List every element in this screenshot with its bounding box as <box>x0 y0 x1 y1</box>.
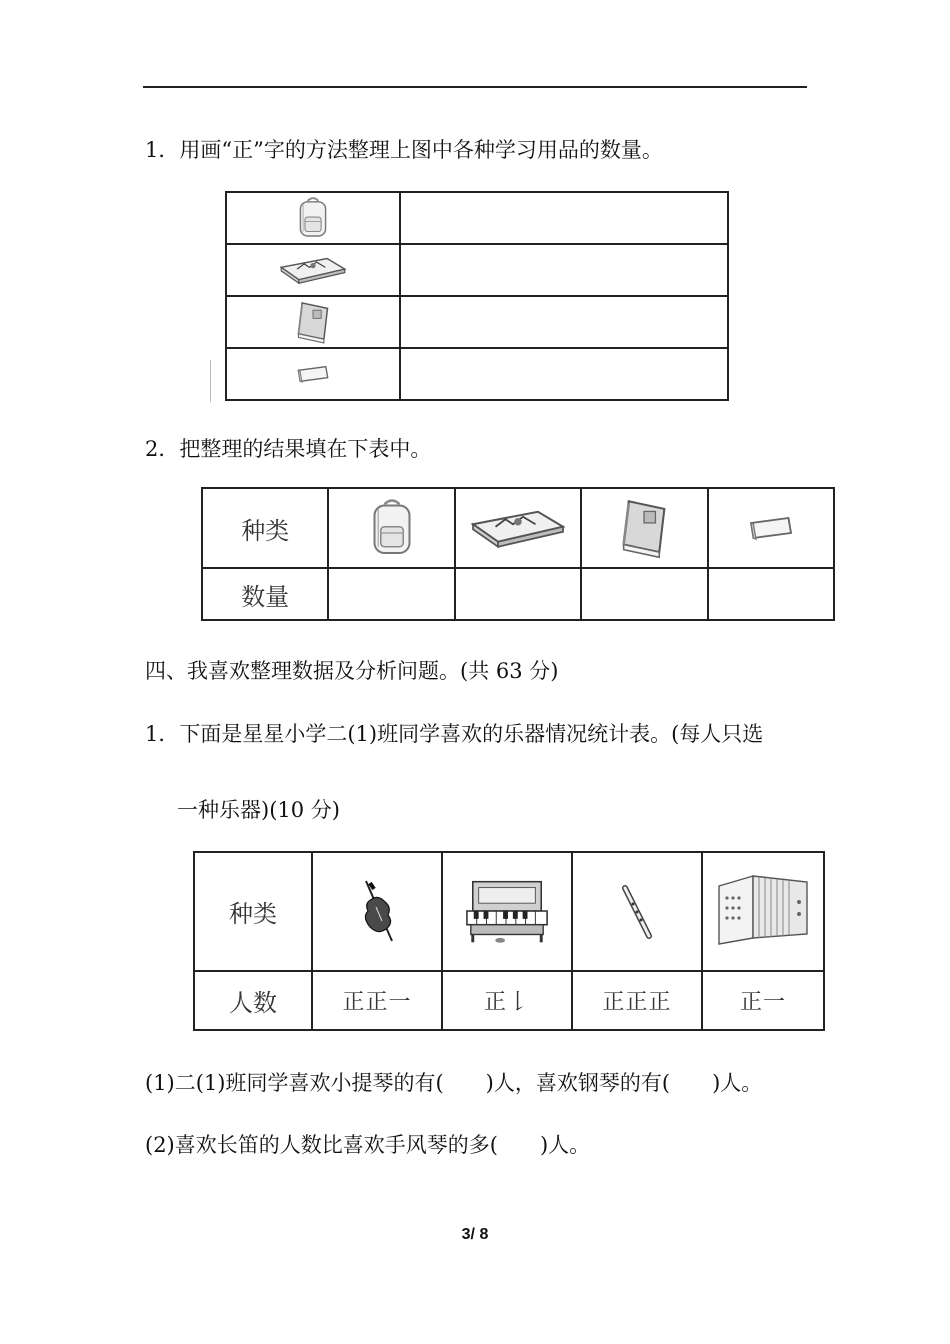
tally-row-pencil-case <box>226 244 728 296</box>
tally-cell-icon <box>226 296 400 348</box>
quantity-answer-cell[interactable] <box>708 568 834 620</box>
kind-cell <box>581 488 707 568</box>
count-table-kind-row <box>202 488 834 568</box>
flute-icon <box>617 882 657 942</box>
tally-answer-cell[interactable] <box>400 244 728 296</box>
tally-row-book <box>226 296 728 348</box>
instrument-table <box>193 851 825 1031</box>
instrument-people-row <box>194 971 824 1030</box>
violin-icon <box>352 877 402 947</box>
section-4-question-1-line1: 1．下面是星星小学二(1)班同学喜欢的乐器情况统计表。(每人只选 <box>145 722 764 746</box>
book-icon <box>616 496 672 560</box>
instrument-cell <box>312 852 442 971</box>
book-icon <box>293 299 333 345</box>
tally-cell-icon <box>226 244 400 296</box>
instrument-kind-label: 种类 <box>194 852 312 971</box>
tally-cell-icon <box>226 192 400 244</box>
pencil-case-icon <box>468 506 568 550</box>
top-rule <box>143 86 807 88</box>
page-number: 3/ 8 <box>461 1226 489 1243</box>
count-table-quantity-row <box>202 568 834 620</box>
kind-cell <box>328 488 454 568</box>
quantity-answer-cell[interactable] <box>455 568 581 620</box>
count-table <box>201 487 835 621</box>
tally-table <box>225 191 729 401</box>
sub-question-1: (1)二(1)班同学喜欢小提琴的有( )人，喜欢钢琴的有( )人。 <box>145 1071 763 1095</box>
tally-row-backpack <box>226 192 728 244</box>
tally-violin: 正正一 <box>312 971 442 1030</box>
backpack-icon <box>295 194 331 242</box>
instrument-people-label: 人数 <box>194 971 312 1030</box>
section-4-question-1-line2: 一种乐器)(10 分) <box>177 798 340 822</box>
tally-cell-icon <box>226 348 400 400</box>
kind-cell <box>455 488 581 568</box>
tally-flute: 正正正 <box>572 971 702 1030</box>
tally-row-eraser <box>226 348 728 400</box>
tally-answer-cell[interactable] <box>400 348 728 400</box>
quantity-answer-cell[interactable] <box>328 568 454 620</box>
backpack-icon <box>367 496 417 560</box>
instrument-cell <box>702 852 824 971</box>
instrument-kind-row <box>194 852 824 971</box>
eraser-icon <box>294 363 332 385</box>
eraser-icon <box>746 513 796 543</box>
tally-piano: 正𠄌 <box>442 971 572 1030</box>
instrument-cell <box>572 852 702 971</box>
quantity-answer-cell[interactable] <box>581 568 707 620</box>
tally-accordion: 正一 <box>702 971 824 1030</box>
pencil-case-icon <box>277 255 349 285</box>
accordion-icon <box>713 872 813 952</box>
section-4-title: 四、我喜欢整理数据及分析问题。(共 63 分) <box>145 659 559 683</box>
scan-mark <box>210 360 211 402</box>
quantity-label: 数量 <box>202 568 328 620</box>
question-1-text: 1．用画“正”字的方法整理上图中各种学习用品的数量。 <box>145 138 663 162</box>
tally-answer-cell[interactable] <box>400 296 728 348</box>
kind-label: 种类 <box>202 488 328 568</box>
instrument-cell <box>442 852 572 971</box>
tally-answer-cell[interactable] <box>400 192 728 244</box>
piano-icon <box>463 877 551 947</box>
question-2-text: 2．把整理的结果填在下表中。 <box>145 437 432 461</box>
sub-question-2: (2)喜欢长笛的人数比喜欢手风琴的多( )人。 <box>145 1133 591 1157</box>
kind-cell <box>708 488 834 568</box>
